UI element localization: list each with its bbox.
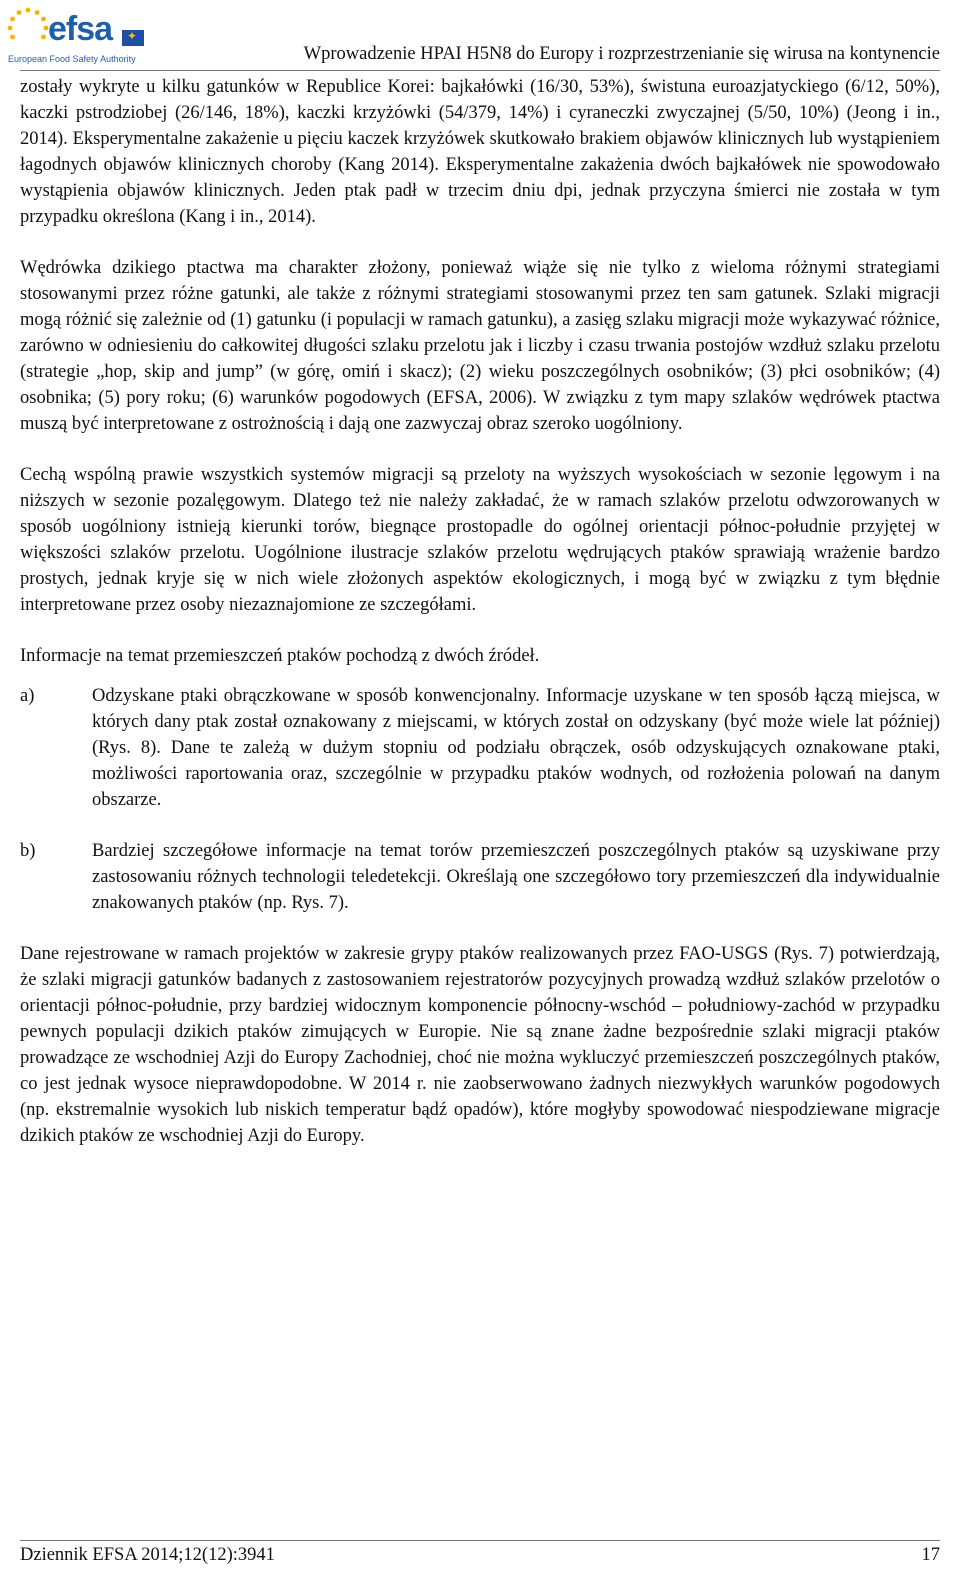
running-title: Wprowadzenie HPAI H5N8 do Europy i rozprzestrzenianie się wirusa na kontynencie bbox=[303, 44, 940, 64]
paragraph: Cechą wspólną prawie wszystkich systemów migracji są przeloty na wyższych wysokościach w sezonie lęgowym i na niższych w sezonie pozalęgowym. Dlatego też nie należy zakładać, że w ramach szlaków przelotu odwzorowanych w sposób uogólniony istnieją kierunki torów, biegnące prostopadle do ogólnej orientacji północ-południe przyjętej w większości szlaków przelotu. Uogólnione ilustracje szlaków przelotu wędrujących ptaków sprawiają wrażenie bardzo prostych, jednak kryje się w nich wiele złożonych aspektów ekologicznych, i mogą być w związku z tym błędnie interpretowane przez osoby niezaznajomione ze szczegółami. bbox=[20, 465, 940, 615]
paragraph: zostały wykryte u kilku gatunków w Republice Korei: bajkałówki (16/30, 53%), świstuna euroazjatyckiego (6/12, 50%), kaczki pstrodziobej (26/146, 18%), kaczki krzyżówki (54/379, 14%) i cyraneczki zwyczajnej (5/50, 10%) (Jeong i in., 2014). Eksperymentalne zakażenie u pięciu kaczek krzyżówek skutkowało brakiem objawów klinicznych lub wystąpieniem łagodnych objawów klinicznych choroby (Kang 2014). Eksperymentalne zakażenia dwóch bajkałówek nie spowodowało wystąpienia objawów klinicznych. Jeden ptak padł w trzecim dniu dpi, jednak przyczyna śmierci nie została w tym przypadku określona (Kang i in., 2014). bbox=[20, 77, 940, 227]
efsa-logo bbox=[6, 4, 146, 66]
page-number: 17 bbox=[921, 1545, 940, 1565]
paragraph: Informacje na temat przemieszczeń ptaków pochodzą z dwóch źródeł. bbox=[20, 646, 540, 666]
star-ring-icon bbox=[6, 6, 50, 50]
logo-text: efsa bbox=[48, 10, 113, 48]
journal-citation: Dziennik EFSA 2014;12(12):3941 bbox=[20, 1545, 275, 1565]
logo-subtitle: European Food Safety Authority bbox=[8, 54, 136, 64]
header-divider bbox=[20, 70, 940, 71]
list-item bbox=[20, 683, 940, 813]
paragraph: Dane rejestrowane w ramach projektów w zakresie grypy ptaków realizowanych przez FAO-USGS (Rys. 7) potwierdzają, że szlaki migracji gatunków badanych z zastosowaniem rejestratorów pozycyjnych prowadzą wzdłuż szlaków przelotów o orientacji północ-południe, przy bardziej widocznym komponencie północny-wschód – południowy-zachód w przypadku pewnych populacji dzikich ptaków zimujących w Europie. Nie są znane żadne bezpośrednie szlaki migracji ptaków prowadzące ze wschodniej Azji do Europy Zachodniej, choć nie można wykluczyć przemieszczeń poszczególnych ptaków, co jest jednak wysoce nieprawdopodobne. W 2014 r. nie zaobserwowano żadnych niezwykłych warunków pogodowych (np. ekstremalnie wysokich lub niskich temperatur bądź opadów), które mogłyby spowodować niespodziewane migracje dzikich ptaków ze wschodniej Azji do Europy. bbox=[20, 944, 940, 1146]
list-marker: b) bbox=[20, 841, 36, 861]
eu-flag-icon bbox=[122, 30, 144, 46]
footer-divider bbox=[20, 1540, 940, 1541]
list-item-text: Bardziej szczegółowe informacje na temat torów przemieszczeń poszczególnych ptaków są uzyskiwane przy zastosowaniu różnych technologii teledetekcji. Określają one szczegółowo tory przemieszczeń dla indywidualnie znakowanych ptaków (np. Rys. 7). bbox=[92, 841, 940, 913]
page-header bbox=[0, 0, 960, 72]
list-marker: a) bbox=[20, 686, 35, 706]
document-body bbox=[20, 74, 940, 1174]
list-item-text: Odzyskane ptaki obrączkowane w sposób konwencjonalny. Informacje uzyskane w ten sposób łączą miejsca, w których dany ptak został oznakowany z miejscami, w których został on odzyskany (być może wiele lat później) (Rys. 8). Dane te zależą w dużym stopniu od podziału obrączek, osób odzyskujących oznakowane ptaki, możliwości raportowania oraz, szczególnie w przypadku ptaków wodnych, od rozłożenia polowań na danym obszarze. bbox=[92, 686, 940, 810]
list-item bbox=[20, 838, 940, 916]
paragraph: Wędrówka dzikiego ptactwa ma charakter złożony, ponieważ wiąże się nie tylko z wieloma różnymi strategiami stosowanymi przez różne gatunki, ale także z różnymi strategiami stosowanymi przez ten sam gatunek. Szlaki migracji mogą różnić się zależnie od (1) gatunku (i populacji w ramach gatunku), a zasięg szlaku migracji może wykazywać różnice, zarówno w odniesieniu do całkowitej długości szlaku przelotu jak i liczby i czasu trwania postojów wzdłuż szlaku przelotu (strategie „hop, skip and jump” (w górę, omiń i skacz); (2) wieku poszczególnych osobników; (3) płci osobników; (4) osobnika; (5) pory roku; (6) warunków pogodowych (EFSA, 2006). W związku z tym mapy szlaków wędrówek ptactwa muszą być interpretowane z ostrożnością i dają one zazwyczaj obraz szeroko uogólniony. bbox=[20, 258, 940, 434]
